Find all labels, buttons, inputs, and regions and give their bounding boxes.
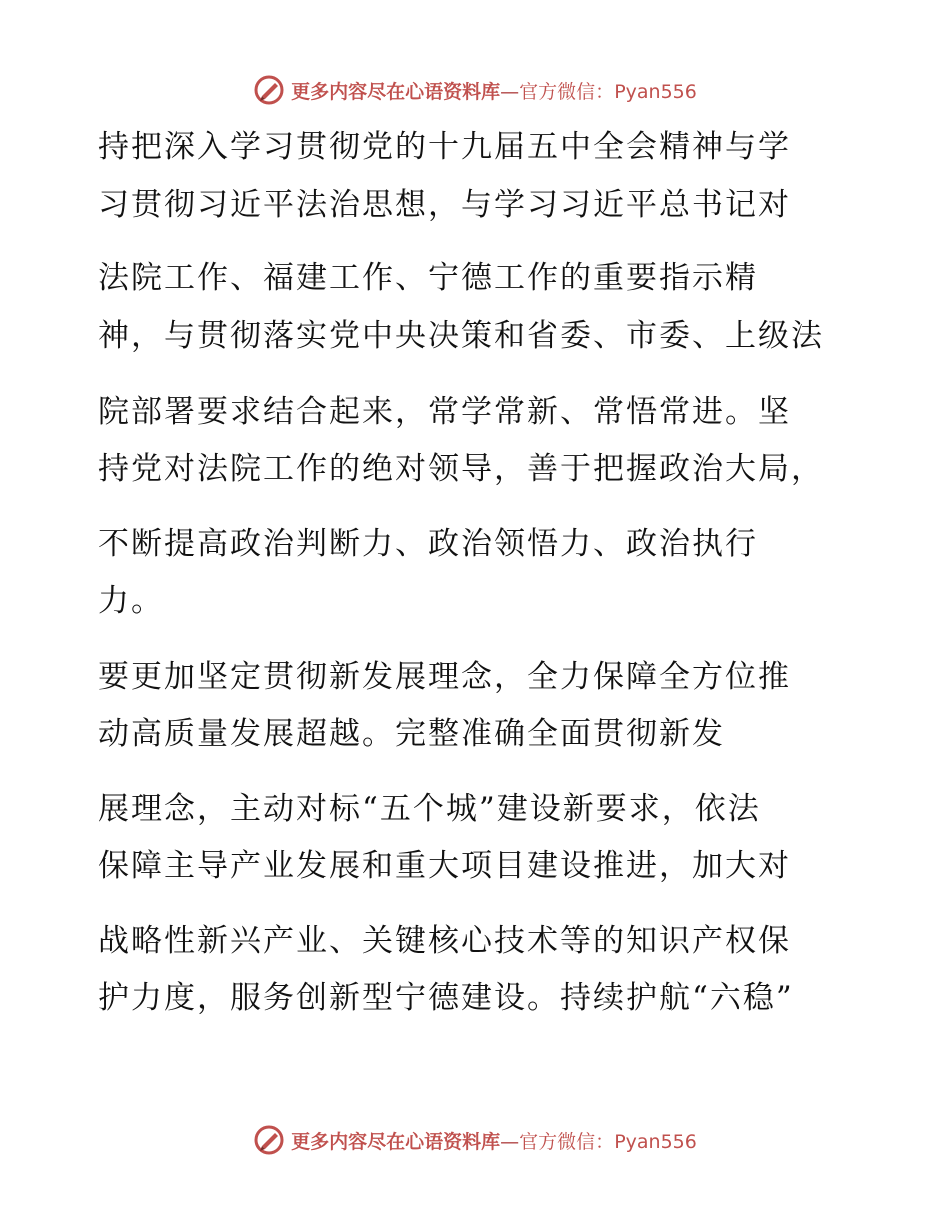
text-line: 持党对法院工作的绝对领导，善于把握政治大局， [98,451,824,487]
watermark-dash: — [500,80,520,103]
text-line: 法院工作、福建工作、宁德工作的重要指示精 [98,260,758,296]
text-line: 护力度，服务创新型宁德建设。持续护航“六稳” [98,980,794,1016]
watermark-dash: — [500,1130,520,1153]
text-line: 展理念，主动对标“五个城”建设新要求，依法 [98,791,761,827]
text-line: 保障主导产业发展和重大项目建设推进，加大对 [98,848,791,884]
text-line: 神，与贯彻落实党中央决策和省委、市委、上级法 [98,318,824,354]
watermark-brand: 更多内容尽在心语资料库 [291,80,501,103]
pen-logo-icon [253,1124,285,1156]
watermark-brand: 更多内容尽在心语资料库 [291,1130,501,1153]
watermark-wechat-id: Pyan556 [614,1130,697,1153]
text-line: 习贯彻习近平法治思想，与学习习近平总书记对 [98,187,791,223]
text-line: 持把深入学习贯彻党的十九届五中全会精神与学 [98,129,791,165]
watermark-wechat-label: 官方微信： [519,80,615,103]
watermark-wechat-id: Pyan556 [614,80,697,103]
watermark-wechat-label: 官方微信： [519,1130,615,1153]
text-line: 不断提高政治判断力、政治领悟力、政治执行 [98,526,758,562]
text-line: 要更加坚定贯彻新发展理念，全力保障全方位推 [98,659,791,695]
text-line: 院部署要求结合起来，常学常新、常悟常进。坚 [98,394,791,430]
text-line: 动高质量发展超越。完整准确全面贯彻新发 [98,716,725,752]
text-line: 力。 [98,583,164,619]
footer-watermark [0,1122,950,1158]
text-line: 战略性新兴产业、关键核心技术等的知识产权保 [98,923,791,959]
